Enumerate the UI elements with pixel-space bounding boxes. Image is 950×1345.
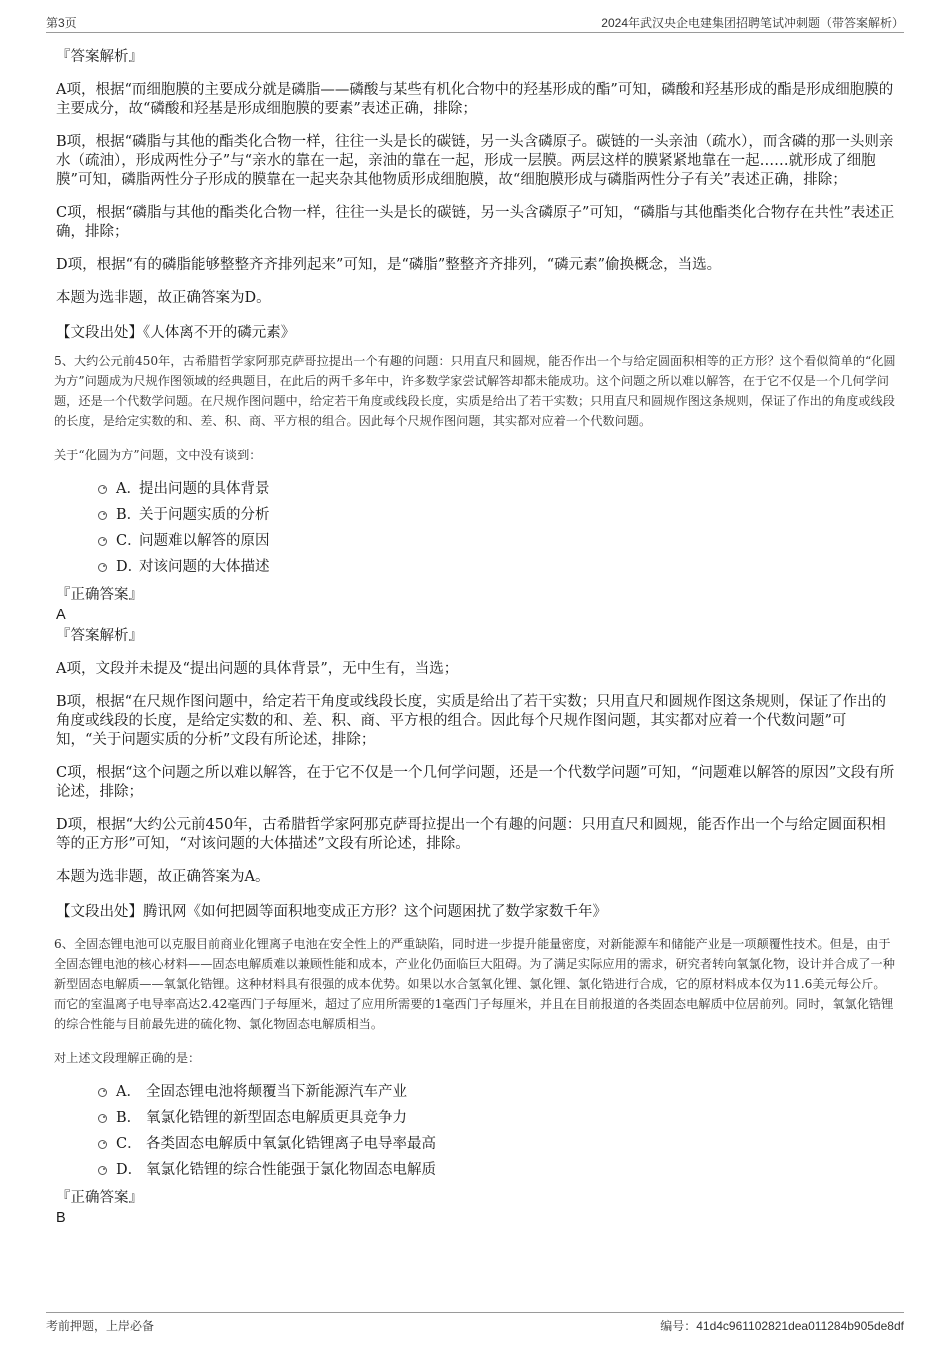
- q6-question: 对上述文段理解正确的是：: [54, 1051, 201, 1065]
- page-footer: [46, 1312, 904, 1335]
- page-header: [46, 10, 904, 33]
- q4-analysis-d: D项，根据“有的磷脂能够整整齐齐排列起来”可知，是“磷脂”整整齐齐排列，“磷元素”偷换概念，当选。: [56, 257, 722, 273]
- q6-option-d[interactable]: D． 氧氯化锆锂的综合性能强于氯化物固态电解质: [56, 1157, 896, 1183]
- q5-answer: A: [56, 607, 66, 623]
- q6-answer: B: [56, 1210, 66, 1226]
- q4-analysis-a: A项，根据“而细胞膜的主要成分就是磷脂——磷酸与某些有机化合物中的羟基形成的酯”可知，磷酸和羟基形成的酯是形成细胞膜的主要成分，故“磷酸和羟基是形成细胞膜的要素”表述正确，排除；: [56, 82, 894, 117]
- radio-icon[interactable]: [98, 563, 107, 572]
- footer-slogan: 考前押题，上岸必备: [46, 1319, 155, 1333]
- radio-icon[interactable]: [98, 1140, 107, 1149]
- radio-icon[interactable]: [98, 1114, 107, 1123]
- q4-analysis-c: C项，根据“磷脂与其他的酯类化合物一样，往往一头是长的碳链，另一头含磷原子”可知，“磷脂与其他酯类化合物存在共性”表述正确，排除；: [56, 205, 895, 240]
- q5-option-c[interactable]: C． 问题难以解答的原因: [56, 528, 896, 554]
- q6-option-b[interactable]: B． 氧氯化锆锂的新型固态电解质更具竞争力: [56, 1105, 896, 1131]
- q5-analysis-c: C项，根据“这个问题之所以难以解答，在于它不仅是一个几何学问题，还是一个代数学问题”可知，“问题难以解答的原因”文段有所论述，排除；: [56, 765, 895, 800]
- q6-options: [56, 1079, 896, 1183]
- q5-analysis-b: B项，根据“在尺规作图问题中，给定若干角度或线段长度，实质是给出了若干实数；只用直尺和圆规作图这条规则，保证了作出的角度或线段的长度，是给定实数的和、差、积、商、平方根的组合。因此每个尺规作图问题，其实都对应着一个代数问题”可知，“关于问题实质的分析”文段有所论述，排除；: [56, 694, 887, 748]
- q5-analysis-a: A项，文段并未提及“提出问题的具体背景”，无中生有，当选；: [56, 661, 459, 677]
- radio-icon[interactable]: [98, 1088, 107, 1097]
- radio-icon[interactable]: [98, 485, 107, 494]
- q5-analysis-label: 『答案解析』: [56, 628, 143, 644]
- q5-passage: 5、大约公元前450年，古希腊哲学家阿那克萨哥拉提出一个有趣的问题：只用直尺和圆规，能否作出一个与给定圆面积相等的正方形？这个看似简单的“化圆为方”问题成为尺规作图领域的经典题目，在此后的两千多年中，许多数学家尝试解答却都未能成功。这个问题之所以难以解答，在于它不仅是一个几何学问题，还是一个代数学问题。在尺规作图问题中，给定若干角度或线段长度，实质是给出了若干实数；只用直尺和圆规作图这条规则，保证了作出的角度或线段的长度，是给定实数的和、差、积、商、平方根的组合。因此每个尺规作图问题，其实都对应着一个代数问题。: [54, 354, 896, 428]
- page-number: 第3页: [46, 16, 77, 30]
- document-body: [56, 44, 896, 1228]
- document-title: 2024年武汉央企电建集团招聘笔试冲刺题（带答案解析）: [601, 16, 904, 30]
- document-id: 编号：41d4c961102821dea011284b905de8df: [660, 1319, 904, 1333]
- q6-answer-label: 『正确答案』: [56, 1190, 143, 1206]
- q5-option-d[interactable]: D． 对该问题的大体描述: [56, 554, 896, 580]
- radio-icon[interactable]: [98, 1166, 107, 1175]
- radio-icon[interactable]: [98, 537, 107, 546]
- q5-question: 关于“化圆为方”问题，文中没有谈到：: [54, 448, 262, 462]
- q5-analysis-d: D项，根据“大约公元前450年，古希腊哲学家阿那克萨哥拉提出一个有趣的问题：只用直尺和圆规，能否作出一个与给定圆面积相等的正方形”可知，“对该问题的大体描述”文段有所论述，排除。: [56, 817, 886, 852]
- q6-option-a[interactable]: A． 全固态锂电池将颠覆当下新能源汽车产业: [56, 1079, 896, 1105]
- radio-icon[interactable]: [98, 511, 107, 520]
- q4-analysis-label: 『答案解析』: [56, 49, 143, 65]
- q4-conclusion: 本题为选非题，故正确答案为D。: [56, 290, 271, 306]
- q6-option-c[interactable]: C． 各类固态电解质中氧氯化锆锂离子电导率最高: [56, 1131, 896, 1157]
- q5-options: [56, 476, 896, 580]
- q4-source: 【文段出处】《人体离不开的磷元素》: [56, 325, 296, 341]
- q6-passage: 6、全固态锂电池可以克服目前商业化锂离子电池在安全性上的严重缺陷，同时进一步提升能量密度，对新能源车和储能产业是一项颠覆性技术。但是，由于全固态锂电池的核心材料——固态电解质难以兼顾性能和成本，产业化仍面临巨大阻碍。为了满足实际应用的需求，研究者转向氧氯化物，设计并合成了一种新型固态电解质——氧氯化锆锂。这种材料具有很强的成本优势。如果以水合氢氧化锂、氯化锂、氯化锆进行合成，它的原材料成本仅为11.6美元每公斤。而它的室温离子电导率高达2.42毫西门子每厘米，超过了应用所需要的1毫西门子每厘米，并且在目前报道的各类固态电解质中位居前列。同时，氧氯化锆锂的综合性能与目前最先进的硫化物、氯化物固态电解质相当。: [54, 937, 895, 1031]
- q5-answer-label: 『正确答案』: [56, 587, 143, 603]
- q5-option-a[interactable]: A． 提出问题的具体背景: [56, 476, 896, 502]
- q4-analysis-b: B项，根据“磷脂与其他的酯类化合物一样，往往一头是长的碳链，另一头含磷原子。碳链的一头亲油（疏水），而含磷的那一头则亲水（疏油），形成两性分子”与“亲水的靠在一起，亲油的靠在一起，形成一层膜。两层这样的膜紧紧地靠在一起……就形成了细胞膜”可知，磷脂两性分子形成的膜靠在一起夹杂其他物质形成细胞膜，故“细胞膜形成与磷脂两性分子有关”表述正确，排除；: [56, 134, 894, 188]
- q5-conclusion: 本题为选非题，故正确答案为A。: [56, 869, 270, 885]
- q5-source: 【文段出处】腾讯网《如何把圆等面积地变成正方形？这个问题困扰了数学家数千年》: [56, 904, 607, 920]
- q5-option-b[interactable]: B． 关于问题实质的分析: [56, 502, 896, 528]
